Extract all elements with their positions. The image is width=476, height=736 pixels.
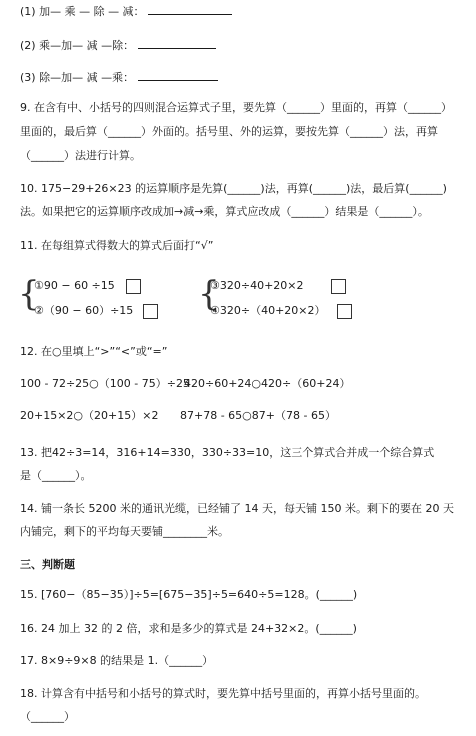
- q11-expression-3-text: ③320÷40+20×2: [210, 279, 304, 292]
- ordering-item-2-text: (2) 乘—加— 减 —除：: [20, 39, 135, 52]
- question-11-title: 11. 在每组算式得数大的算式后面打“√”: [20, 239, 214, 252]
- answer-blank[interactable]: [138, 36, 216, 49]
- question-9-line-2: 里面的，最后算（______）外面的。括号里、外的运算，要按先算（______）法，再算: [20, 125, 438, 138]
- question-9-line-1: 9. 在含有中、小括号的四则混合运算式子里，要先算（______）里面的，再算（______）: [20, 101, 452, 114]
- question-14-line-1: 14. 铺一条长 5200 米的通讯光缆，已经铺了 14 天，每天铺 150 米。剩下的要在 20 天: [20, 502, 454, 515]
- ordering-item-1: [20, 2, 232, 20]
- q11-expression-3: [210, 278, 346, 294]
- question-9-line-3: （______）法进行计算。: [20, 149, 141, 162]
- question-10-line-1: 10. 175−29+26×23 的运算顺序是先算(______)法，再算(______)法，最后算(______): [20, 182, 447, 195]
- question-18-line-2: （______）: [20, 710, 75, 723]
- q12-comparison-c: 20+15×2○（20+15）×2: [20, 409, 159, 422]
- q11-expression-1: [34, 278, 141, 294]
- q12-comparison-a: 100 - 72÷25○（100 - 75）÷25: [20, 377, 190, 390]
- question-10-line-2: 法。如果把它的运算顺序改成加→减→乘，算式应改成（______）结果是（______）。: [20, 205, 429, 218]
- question-18-line-1: 18. 计算含有中括号和小括号的算式时，要先算中括号里面的，再算小括号里面的。: [20, 687, 426, 700]
- question-12-title: 12. 在○里填上“>”“<”或“=”: [20, 345, 168, 358]
- answer-blank[interactable]: [148, 2, 232, 15]
- checkbox[interactable]: [331, 279, 346, 294]
- q11-expression-1-text: ①90 − 60 ÷15: [34, 279, 115, 292]
- question-16: 16. 24 加上 32 的 2 倍，求和是多少的算式是 24+32×2。(______): [20, 622, 357, 635]
- q11-expression-2-text: ②（90 − 60）÷15: [34, 304, 134, 317]
- ordering-item-3-text: (3) 除—加— 减 —乘：: [20, 71, 135, 84]
- q11-expression-4-text: ④320÷（40+20×2）: [210, 304, 326, 317]
- checkbox[interactable]: [143, 304, 158, 319]
- ordering-item-3: [20, 68, 218, 86]
- question-13-line-2: 是（______）。: [20, 469, 92, 482]
- question-15: 15. [760−（85−35）]÷5=[675−35]÷5=640÷5=128。(______): [20, 588, 358, 601]
- q11-expression-2: [34, 303, 158, 319]
- q11-expression-4: [210, 303, 352, 319]
- checkbox[interactable]: [337, 304, 352, 319]
- section-heading: 三、判断题: [20, 558, 75, 571]
- q12-comparison-b: 420÷60+24○420÷（60+24）: [184, 377, 351, 390]
- question-17: 17. 8×9÷9×8 的结果是 1.（______）: [20, 654, 214, 667]
- ordering-item-2: [20, 36, 216, 54]
- checkbox[interactable]: [126, 279, 141, 294]
- question-13-line-1: 13. 把42÷3=14，316+14=330，330÷33=10，这三个算式合并成一个综合算式: [20, 446, 435, 459]
- left-brace-icon: {: [198, 274, 220, 314]
- answer-blank[interactable]: [138, 68, 218, 81]
- ordering-item-1-text: (1) 加— 乘 — 除 — 减：: [20, 5, 145, 18]
- left-brace-icon: {: [18, 274, 40, 314]
- q12-comparison-d: 87+78 - 65○87+（78 - 65）: [180, 409, 336, 422]
- question-14-line-2: 内铺完，剩下的平均每天要铺________米。: [20, 525, 229, 538]
